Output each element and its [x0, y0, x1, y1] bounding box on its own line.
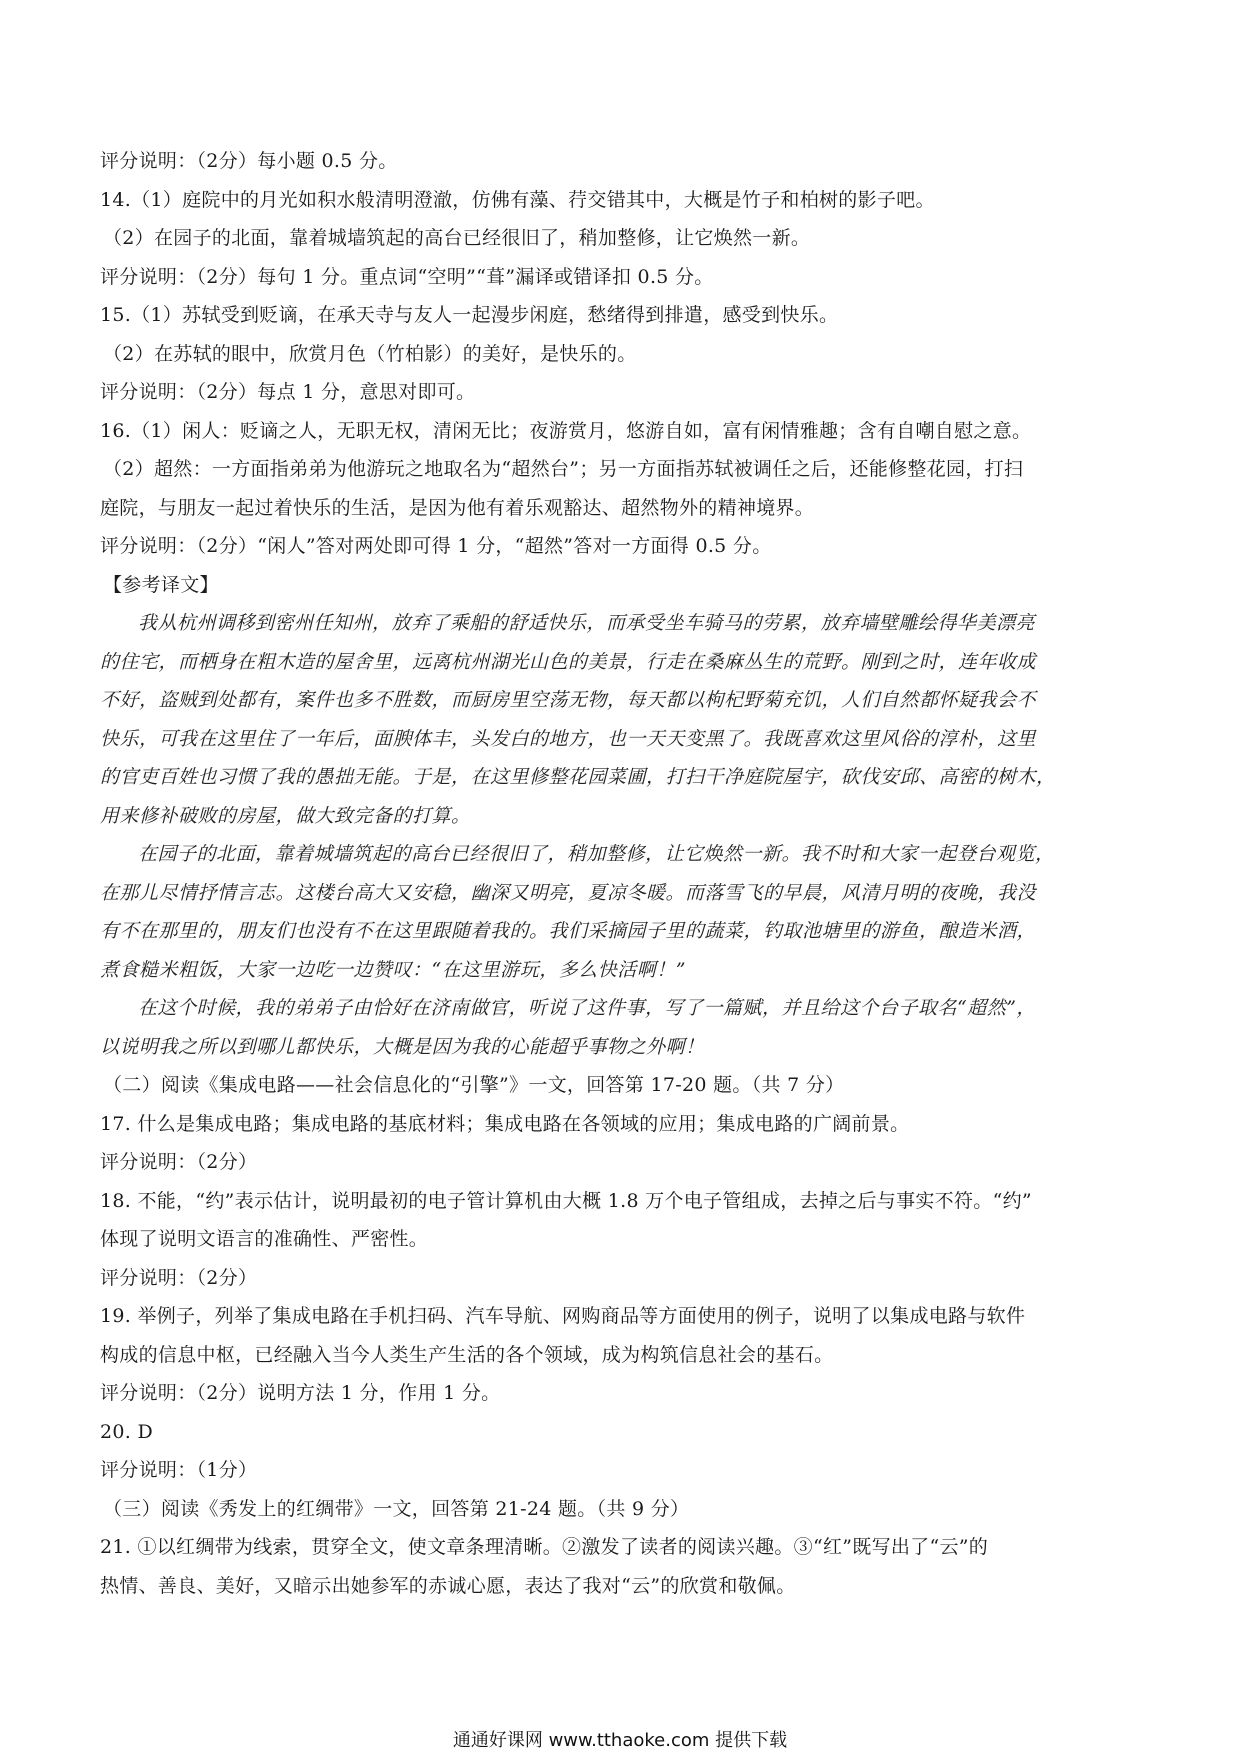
scoring-note-13: 评分说明：（2分）每小题 0.5 分。	[100, 150, 398, 172]
scoring-note-14: 评分说明：（2分）每句 1 分。重点词“空明”“葺”漏译或错译扣 0.5 分。	[100, 265, 714, 288]
answer-15-2: （2）在苏轼的眼中，欣赏月色（竹柏影）的美好，是快乐的。	[103, 342, 637, 365]
document-body	[100, 142, 1150, 1605]
section-3-heading: （三）阅读《秀发上的红绸带》一文，回答第 21-24 题。（共 9 分）	[103, 1497, 690, 1520]
scoring-note-17: 评分说明：（2分）	[100, 1151, 258, 1173]
translation-line: 不好，盗贼到处都有，案件也多不胜数，而厨房里空荡无物，每天都以枸杞野菊充饥，人们自然都怀疑我会不	[100, 689, 1037, 711]
translation-line: 用来修补破败的房屋，做大致完备的打算。	[100, 804, 471, 827]
translation-line: 快乐，可我在这里住了一年后，面腴体丰，头发白的地方，也一天天变黑了。我既喜欢这里风俗的淳朴，这里	[100, 727, 1037, 750]
translation-line: 煮食糙米粗饭，大家一边吃一边赞叹：“在这里游玩，多么快活啊！”	[100, 958, 686, 981]
translation-heading: 【参考译文】	[103, 573, 219, 596]
answer-17: 17. 什么是集成电路；集成电路的基底材料；集成电路在各领域的应用；集成电路的广阔前景。	[100, 1112, 910, 1135]
answer-15-1: 15.（1）苏轼受到贬谪，在承天寺与友人一起漫步闲庭，愁绪得到排遣，感受到快乐。	[100, 304, 839, 326]
translation-line: 在园子的北面，靠着城墙筑起的高台已经很旧了，稍加整修，让它焕然一新。我不时和大家一起登台观览，	[138, 843, 1055, 865]
scoring-note-16: 评分说明：（2分）“闲人”答对两处即可得 1 分，“超然”答对一方面得 0.5 分。	[100, 535, 772, 557]
scoring-note-15: 评分说明：（2分）每点 1 分，意思对即可。	[100, 381, 476, 403]
answer-18-cont: 体现了说明文语言的准确性、严密性。	[100, 1228, 429, 1250]
answer-21-cont: 热情、善良、美好，又暗示出她参军的赤诚心愿，表达了我对“云”的欣赏和敬佩。	[100, 1574, 796, 1597]
translation-line: 我从杭州调移到密州任知州，放弃了乘船的舒适快乐，而承受坐车骑马的劳累，放弃墙壁雕绘得华美漂亮	[138, 612, 1036, 634]
answer-21: 21. ①以红绸带为线索，贯穿全文，使文章条理清晰。②激发了读者的阅读兴趣。③“红”既写出了“云”的	[100, 1536, 989, 1558]
answer-14-1: 14.（1）庭院中的月光如积水般清明澄澈，仿佛有藻、荇交错其中，大概是竹子和柏树的影子吧。	[100, 188, 935, 211]
translation-line: 在这个时候，我的弟弟子由恰好在济南做官，听说了这件事，写了一篇赋，并且给这个台子取名“超然”，	[138, 997, 1036, 1019]
answer-16-2: （2）超然：一方面指弟弟为他游玩之地取名为“超然台”；另一方面指苏轼被调任之后，还能修整花园，打扫	[103, 458, 1024, 480]
answer-19: 19. 举例子，列举了集成电路在手机扫码、汽车导航、网购商品等方面使用的例子，说明了以集成电路与软件	[100, 1305, 1026, 1327]
scoring-note-20: 评分说明：（1分）	[100, 1459, 258, 1481]
scoring-note-18: 评分说明：（2分）	[100, 1266, 258, 1289]
translation-line: 在那儿尽情抒情言志。这楼台高大又安稳，幽深又明亮，夏凉冬暖。而落雪飞的早晨，风清月明的夜晚，我没	[100, 881, 1037, 904]
scoring-note-19: 评分说明：（2分）说明方法 1 分，作用 1 分。	[100, 1382, 501, 1404]
section-2-heading: （二）阅读《集成电路——社会信息化的“引擎”》一文，回答第 17-20 题。（共 7 分）	[103, 1074, 845, 1096]
translation-line: 以说明我之所以到哪儿都快乐，大概是因为我的心能超乎事物之外啊！	[100, 1035, 705, 1058]
answer-18: 18. 不能，“约”表示估计，说明最初的电子管计算机由大概 1.8 万个电子管组成，去掉之后与事实不符。“约”	[100, 1189, 1032, 1212]
answer-16-2-cont: 庭院，与朋友一起过着快乐的生活，是因为他有着乐观豁达、超然物外的精神境界。	[100, 496, 815, 519]
answer-16-1: 16.（1）闲人：贬谪之人，无职无权，清闲无比；夜游赏月，悠游自如，富有闲情雅趣；含有自嘲自慰之意。	[100, 419, 1032, 442]
answer-20: 20. D	[100, 1420, 153, 1443]
answer-14-2: （2）在园子的北面，靠着城墙筑起的高台已经很旧了，稍加整修，让它焕然一新。	[103, 227, 811, 249]
translation-line: 的官吏百姓也习惯了我的愚拙无能。于是，在这里修整花园菜圃，打扫干净庭院屋宇，砍伐安邱、高密的树木，	[100, 766, 1056, 788]
answer-19-cont: 构成的信息中枢，已经融入当今人类生产生活的各个领域，成为构筑信息社会的基石。	[100, 1343, 834, 1366]
translation-line: 有不在那里的，朋友们也没有不在这里跟随着我的。我们采摘园子里的蔬菜，钓取池塘里的游鱼，酿造米酒，	[100, 920, 1037, 942]
translation-line: 的住宅，而栖身在粗木造的屋舍里，远离杭州湖光山色的美景，行走在桑麻丛生的荒野。刚到之时，连年收成	[100, 650, 1037, 673]
page-footer: 通通好课网 www.tthaoke.com 提供下载	[452, 1730, 788, 1751]
